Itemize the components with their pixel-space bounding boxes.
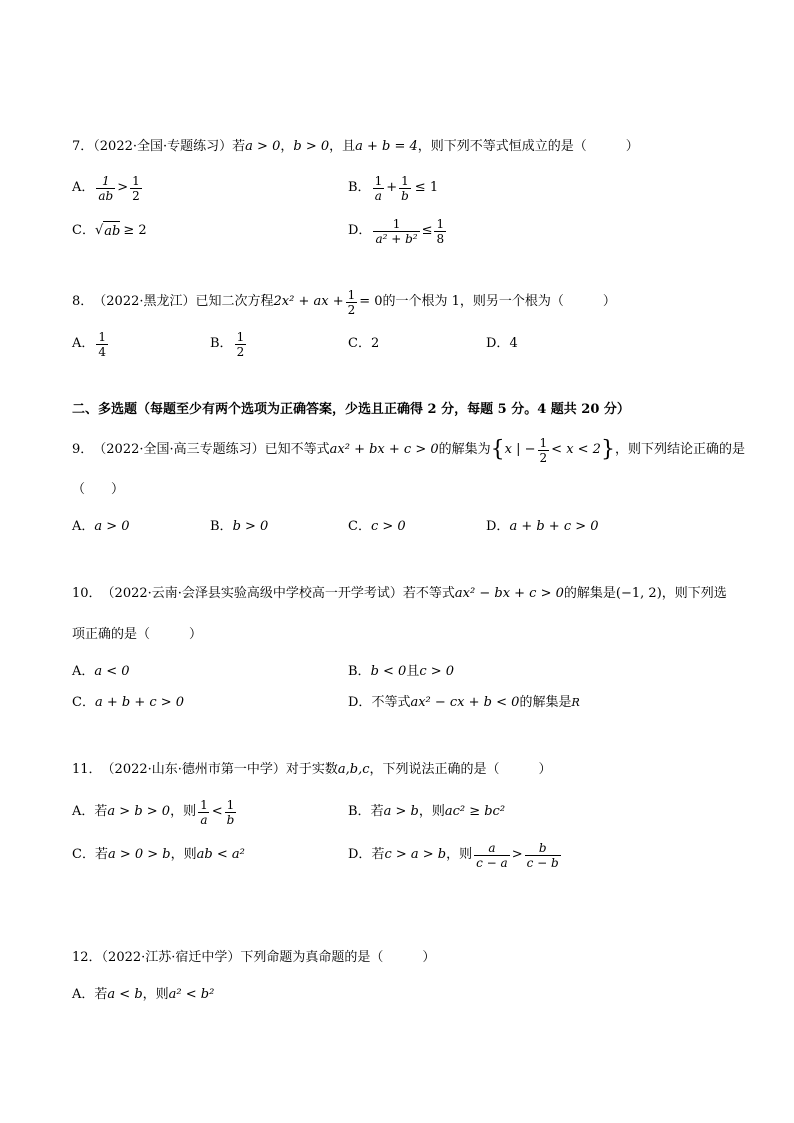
q10-option-d[interactable] [348, 693, 580, 713]
frac-den: a [374, 188, 382, 203]
operator: > [117, 180, 129, 195]
q11-option-b[interactable] [348, 802, 505, 822]
q9-set-left: x | − [504, 442, 536, 457]
option-value: a² < b² [168, 987, 215, 1002]
option-text: 若 [94, 847, 108, 862]
q8-source: （2022·黑龙江） [93, 294, 196, 309]
option-text: 若 [94, 804, 108, 819]
q8-stem [72, 284, 616, 320]
operator: > [511, 847, 523, 862]
q8-option-d[interactable] [486, 334, 518, 354]
option-label: B． [348, 180, 371, 195]
q11-stem-post: ，下列说法正确的是（ ） [369, 762, 552, 777]
option-label: C． [72, 223, 95, 238]
q9-option-b[interactable] [210, 517, 268, 537]
option-value: a > 0 [94, 519, 130, 534]
q7-option-d[interactable] [348, 213, 448, 249]
frac-num: b [538, 840, 547, 855]
frac-num: 1 [236, 329, 245, 344]
q10-interval: (−1, 2) [615, 586, 662, 601]
q10-stem [72, 584, 727, 604]
q7-sep: ， [280, 139, 294, 154]
option-label: B． [348, 664, 371, 679]
q9-inequality: ax² + bx + c > 0 [329, 442, 439, 457]
q9-option-d[interactable] [486, 517, 599, 537]
operator: + [386, 180, 398, 195]
frac-den: b [401, 188, 409, 203]
q11-number: 11． [72, 762, 102, 777]
q7-option-b[interactable] [348, 170, 438, 206]
frac-num: 1 [98, 329, 107, 344]
q8-stem-post: 的一个根为 1，则另一个根为（ ） [382, 294, 616, 309]
option-text: 若 [370, 804, 384, 819]
option-label: D． [486, 519, 510, 534]
option-value: a > b > 0 [107, 804, 171, 819]
fraction [225, 798, 237, 827]
option-label: D． [348, 847, 372, 862]
frac-num: 1 [401, 173, 409, 188]
fraction [96, 174, 115, 203]
operator: < [211, 804, 223, 819]
option-value: b > 0 [232, 519, 269, 534]
q9-stem-pre: 已知不等式 [264, 442, 330, 457]
option-value: ac² ≥ bc² [444, 804, 506, 819]
option-label: A． [72, 519, 95, 534]
q9-stem-post: ，则下列结论正确的是 [614, 442, 745, 457]
q7-stem [72, 137, 639, 157]
frac-num: 1 [347, 287, 356, 302]
q9-option-c[interactable] [348, 517, 406, 537]
q8-eq-right: = 0 [359, 294, 383, 309]
q12-source: （2022·江苏·宿迁中学） [101, 950, 241, 965]
fraction [198, 798, 210, 827]
q7-mid: ，且 [329, 139, 356, 154]
q10-option-b[interactable] [348, 662, 454, 682]
operator: ≤ [421, 223, 433, 238]
option-value: a < 0 [94, 664, 130, 679]
frac-den: a² + b² [375, 231, 418, 246]
option-text: ，则 [170, 804, 197, 819]
fraction [525, 841, 561, 870]
q8-stem-pre: 已知二次方程 [195, 294, 274, 309]
option-label: D． [486, 336, 510, 351]
section-heading: 二、多选题（每题至少有两个选项为正确答案，少选且正确得 2 分，每题 5 分。4 题共 20 分） [72, 402, 630, 417]
radicand: ab [103, 221, 120, 242]
fraction [399, 174, 411, 203]
frac-num: 1 [101, 173, 110, 188]
q12-stem-text: 下列命题为真命题的是（ ） [240, 950, 436, 965]
option-label: D． [348, 223, 372, 238]
q10-source: （2022·云南·会泽县实验高级中学校高一开学考试） [101, 586, 403, 601]
q9-option-a[interactable] [72, 517, 130, 537]
frac-den: 2 [539, 450, 548, 465]
q11-option-c[interactable] [72, 845, 245, 865]
fraction [130, 174, 142, 203]
frac-den: b [226, 812, 235, 827]
q8-number: 8． [72, 294, 94, 309]
q7-stem-post: ，则下列不等式恒成立的是（ ） [417, 139, 639, 154]
option-value: a > b [383, 804, 419, 819]
option-value: a > 0 > b [107, 847, 171, 862]
q9-number: 9． [72, 442, 94, 457]
option-value: R [571, 696, 580, 709]
frac-num: 1 [200, 797, 208, 812]
option-label: A． [72, 180, 95, 195]
q11-source: （2022·山东·德州市第一中学） [101, 762, 286, 777]
option-value: b < 0 [370, 664, 407, 679]
q10-number: 10． [72, 586, 102, 601]
q9-mid: 的解集为 [438, 442, 491, 457]
q8-option-c[interactable] [348, 334, 379, 354]
fraction [96, 330, 108, 359]
operator: ≤ 1 [414, 180, 439, 195]
q7-number: 7． [72, 139, 94, 154]
option-value: a + b + c > 0 [94, 695, 185, 710]
q10-stem-pre: 若不等式 [402, 586, 455, 601]
option-label: A． [72, 804, 95, 819]
frac-den: c − a [476, 855, 508, 870]
fraction [474, 841, 510, 870]
frac-num: 1 [392, 216, 401, 231]
option-text: 若 [371, 847, 385, 862]
q10-stem-post: ，则下列选 [661, 586, 727, 601]
option-text: ，则 [418, 804, 445, 819]
q10-mid: 的解集是 [563, 586, 616, 601]
brace-left: { [490, 437, 505, 462]
q11-vars: a,b,c [337, 762, 370, 777]
option-label: A． [72, 664, 95, 679]
q9-source: （2022·全国·高三专题练习） [93, 442, 265, 457]
fraction [346, 288, 358, 317]
q8-eq-left: 2x² + ax + [273, 294, 344, 309]
frac-num: a [488, 840, 496, 855]
option-value: a < b [107, 987, 143, 1002]
q8-option-b[interactable] [210, 326, 248, 362]
q8-option-a[interactable] [72, 326, 110, 362]
fraction [373, 217, 419, 246]
fraction [235, 330, 247, 359]
q9-stem [72, 432, 745, 468]
option-label: B． [210, 519, 233, 534]
q11-option-d[interactable] [348, 837, 563, 873]
frac-num: 1 [374, 173, 383, 188]
option-value: a + b + c > 0 [509, 519, 599, 534]
q11-option-a[interactable] [72, 794, 238, 830]
fraction [434, 217, 446, 246]
q10-inequality: ax² − bx + c > 0 [454, 586, 564, 601]
option-text: 不等式 [371, 695, 411, 710]
option-label: C． [348, 336, 371, 351]
option-value: 4 [509, 336, 518, 351]
frac-den: a [200, 812, 208, 827]
fraction [373, 174, 385, 203]
option-label: C． [72, 847, 95, 862]
option-text: 的解集是 [519, 695, 572, 710]
fraction [538, 436, 550, 465]
option-value: ab < a² [196, 847, 245, 862]
option-value: ax² − cx + b < 0 [410, 695, 520, 710]
q7-option-a[interactable] [72, 170, 144, 206]
frac-den: 2 [236, 344, 245, 359]
option-text: ，则 [142, 987, 169, 1002]
frac-den: 2 [132, 188, 140, 203]
option-label: D． [348, 695, 372, 710]
sqrt-sign: √ [94, 223, 104, 238]
option-label: C． [348, 519, 371, 534]
frac-den: 4 [98, 344, 107, 359]
option-value: c > 0 [370, 519, 406, 534]
q10-option-a[interactable] [72, 662, 130, 682]
conjunction: 且 [406, 664, 420, 679]
frac-num: 1 [226, 797, 235, 812]
q7-stem-pre: 若 [232, 139, 246, 154]
option-value: 2 [370, 336, 380, 351]
q12-stem [72, 948, 435, 968]
q7-source: （2022·全国·专题练习） [93, 139, 233, 154]
frac-den: 8 [436, 231, 445, 246]
option-value: c > a > b [384, 847, 447, 862]
q9-set-right: < x < 2 [551, 442, 601, 457]
frac-den: c − b [526, 855, 559, 870]
option-text: ，则 [170, 847, 197, 862]
q7-option-c[interactable] [72, 220, 147, 242]
option-label: A． [72, 987, 95, 1002]
q11-stem-pre: 对于实数 [285, 762, 338, 777]
option-text: 若 [94, 987, 108, 1002]
q10-option-c[interactable] [72, 693, 184, 713]
q12-option-a[interactable] [72, 985, 214, 1005]
q7-cond-2: b > 0 [293, 139, 330, 154]
frac-den: ab [98, 188, 114, 203]
q7-cond-3: a + b = 4 [355, 139, 418, 154]
q9-answer-paren: （ ） [72, 482, 125, 497]
q7-cond-1: a > 0 [245, 139, 281, 154]
option-value: c > 0 [419, 664, 455, 679]
operator: ≥ 2 [123, 223, 147, 238]
q10-stem-line2: 项正确的是（ ） [72, 627, 203, 642]
frac-num: 1 [539, 435, 548, 450]
frac-den: 2 [347, 302, 356, 317]
option-label: B． [348, 804, 371, 819]
option-text: ，则 [446, 847, 473, 862]
frac-num: 1 [132, 173, 140, 188]
option-label: A． [72, 336, 95, 351]
q12-number: 12． [72, 950, 102, 965]
brace-right: } [600, 437, 615, 462]
option-label: C． [72, 695, 95, 710]
q11-stem [72, 760, 552, 780]
option-label: B． [210, 336, 233, 351]
frac-num: 1 [436, 216, 445, 231]
